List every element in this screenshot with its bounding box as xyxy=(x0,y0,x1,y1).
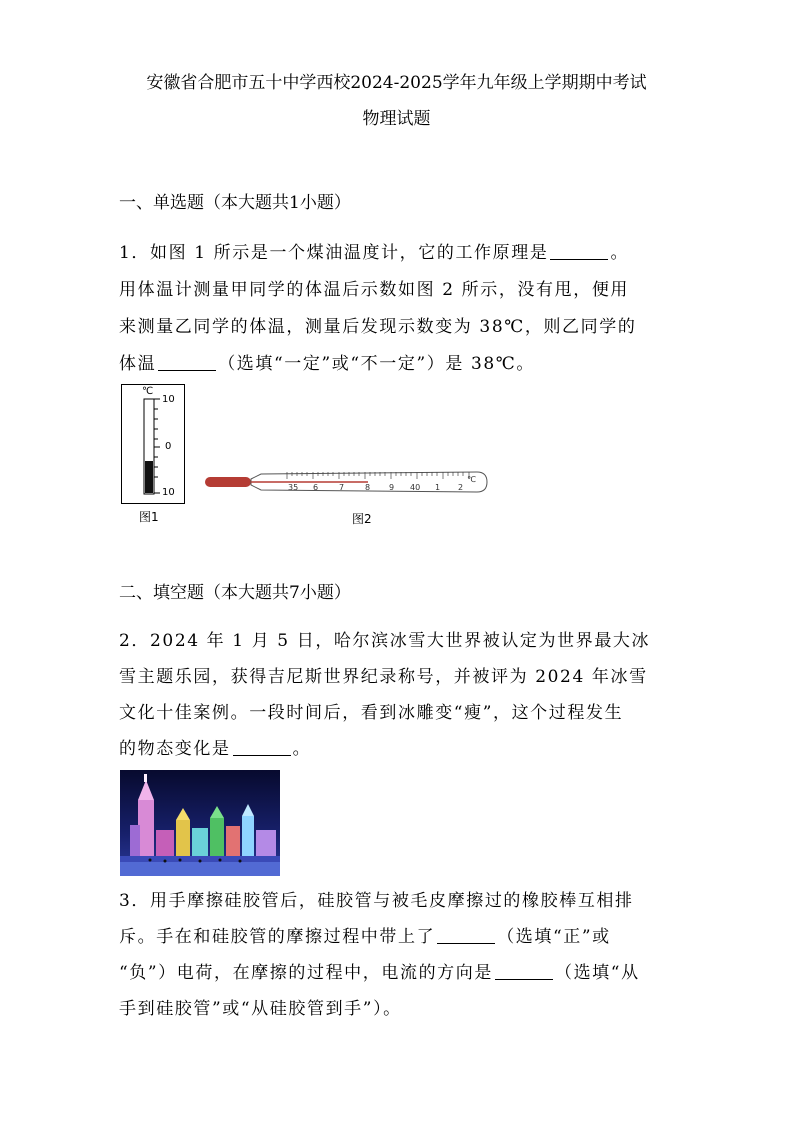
fig1-top-label: 10 xyxy=(162,394,175,405)
q3-line2-text: 斥。手在和硅胶管的摩擦过程中带上了 xyxy=(119,927,436,947)
section1-heading: 一、单选题（本大题共1小题） xyxy=(119,193,351,213)
q1-line1-end: 。 xyxy=(610,243,630,263)
fig2-label-2: 2 xyxy=(458,483,464,492)
fig1-unit: ℃ xyxy=(142,386,154,397)
fig2-unit: ℃ xyxy=(467,475,476,484)
doc-title-line2: 物理试题 xyxy=(362,109,431,129)
q2-line3: 文化十佳案例。一段时间后，看到冰雕变“瘦”，这个过程发生 xyxy=(119,703,624,723)
q2-line2: 雪主题乐园，获得吉尼斯世界纪录称号，并被评为 2024 年冰雪 xyxy=(119,667,648,687)
fig2-scale-labels xyxy=(203,475,488,495)
q3-line2-end: （选填“正”或 xyxy=(497,927,611,947)
q1-line1-text: 1．如图 1 所示是一个煤油温度计，它的工作原理是 xyxy=(119,243,549,263)
q3-line1: 3．用手摩擦硅胶管后，硅胶管与被毛皮摩擦过的橡胶棒互相排 xyxy=(119,891,634,911)
fig2-label-35: 35 xyxy=(288,483,299,492)
q3-line3-end: （选填“从 xyxy=(554,963,640,983)
q1-blank-2[interactable] xyxy=(158,354,216,371)
q1-line4-text: 体温 xyxy=(119,354,157,374)
q3-blank-2[interactable] xyxy=(495,963,553,980)
fig2-label-9: 9 xyxy=(389,483,395,492)
q1-line3: 来测量乙同学的体温，测量后发现示数变为 38℃，则乙同学的 xyxy=(119,317,637,337)
figure-2-caption: 图2 xyxy=(352,512,372,526)
q2-blank-1[interactable] xyxy=(233,739,291,756)
fig2-label-40: 40 xyxy=(410,483,421,492)
q1-line2: 用体温计测量甲同学的体温后示数如图 2 所示，没有甩，便用 xyxy=(119,280,630,300)
fig2-label-6: 6 xyxy=(313,483,319,492)
q3-line4: 手到硅胶管”或“从硅胶管到手”）。 xyxy=(119,999,402,1019)
q2-line1: 2．2024 年 1 月 5 日，哈尔滨冰雪大世界被认定为世界最大冰 xyxy=(119,631,651,651)
figure-2-clinical-thermometer xyxy=(203,468,488,496)
ice-festival-graphic xyxy=(120,770,280,876)
fig2-label-8: 8 xyxy=(365,483,371,492)
q3-line3-text: “负”）电荷，在摩擦的过程中，电流的方向是 xyxy=(119,963,493,983)
q3-blank-1[interactable] xyxy=(437,927,495,944)
figure-1-caption: 图1 xyxy=(139,510,159,524)
ice-festival-photo xyxy=(120,770,280,876)
q1-blank-1[interactable] xyxy=(550,243,608,260)
q2-line4-end: 。 xyxy=(292,739,312,759)
fig2-label-7: 7 xyxy=(339,483,345,492)
q1-line4-end: （选填“一定”或“不一定”）是 38℃。 xyxy=(218,354,536,374)
fig2-label-1: 1 xyxy=(435,483,441,492)
q2-line4-text: 的物态变化是 xyxy=(119,739,231,759)
fig1-bottom-label: 10 xyxy=(162,487,175,498)
section2-heading: 二、填空题（本大题共7小题） xyxy=(119,583,351,603)
fig1-mid-label: 0 xyxy=(165,441,172,452)
figure-1-thermometer xyxy=(121,384,185,504)
doc-title-line1: 安徽省合肥市五十中学西校2024-2025学年九年级上学期期中考试 xyxy=(146,73,647,93)
